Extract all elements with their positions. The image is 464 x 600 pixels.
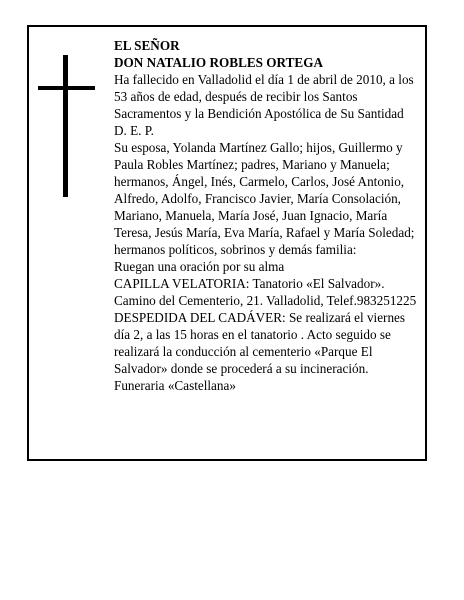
rest-in-peace: D. E. P. [114, 123, 154, 138]
family-list: Su esposa, Yolanda Martínez Gallo; hijos, Guillermo y Paula Robles Martínez; padres, Mariano y Manuela; hermanos, Ángel, Inés, Carmelo, Carlos, José Antonio, Alfredo, Adolfo, Francisco Javier, María Consolación, Mariano, Manuela, María José, Juan Ignacio, María Teresa, Jesús María, Eva María, Rafael y María Soledad; hermanos políticos, sobrinos y demás familia: [114, 140, 415, 257]
funeral-home: Funeraria «Castellana» [114, 378, 236, 393]
chapel-info: CAPILLA VELATORIA: Tanatorio «El Salvador». Camino del Cementerio, 21. Valladolid, Telef.983251225 [114, 276, 417, 308]
obituary-text [114, 37, 418, 394]
obituary-title: EL SEÑOR [114, 38, 180, 53]
prayer-request: Ruegan una oración por su alma [114, 259, 285, 274]
cross-vertical-bar [63, 55, 68, 197]
farewell-info: DESPEDIDA DEL CADÁVER: Se realizará el viernes día 2, a las 15 horas en el tanatorio . Acto seguido se realizará la conducción al cementerio «Parque El Salvador» donde se procederá a su incineración. [114, 310, 406, 376]
death-announcement: Ha fallecido en Valladolid el día 1 de abril de 2010, a los 53 años de edad, después de recibir los Santos Sacramentos y la Bendición Apostólica de Su Santidad [114, 72, 414, 121]
deceased-name: DON NATALIO ROBLES ORTEGA [114, 55, 323, 70]
cross-horizontal-bar [38, 86, 95, 90]
